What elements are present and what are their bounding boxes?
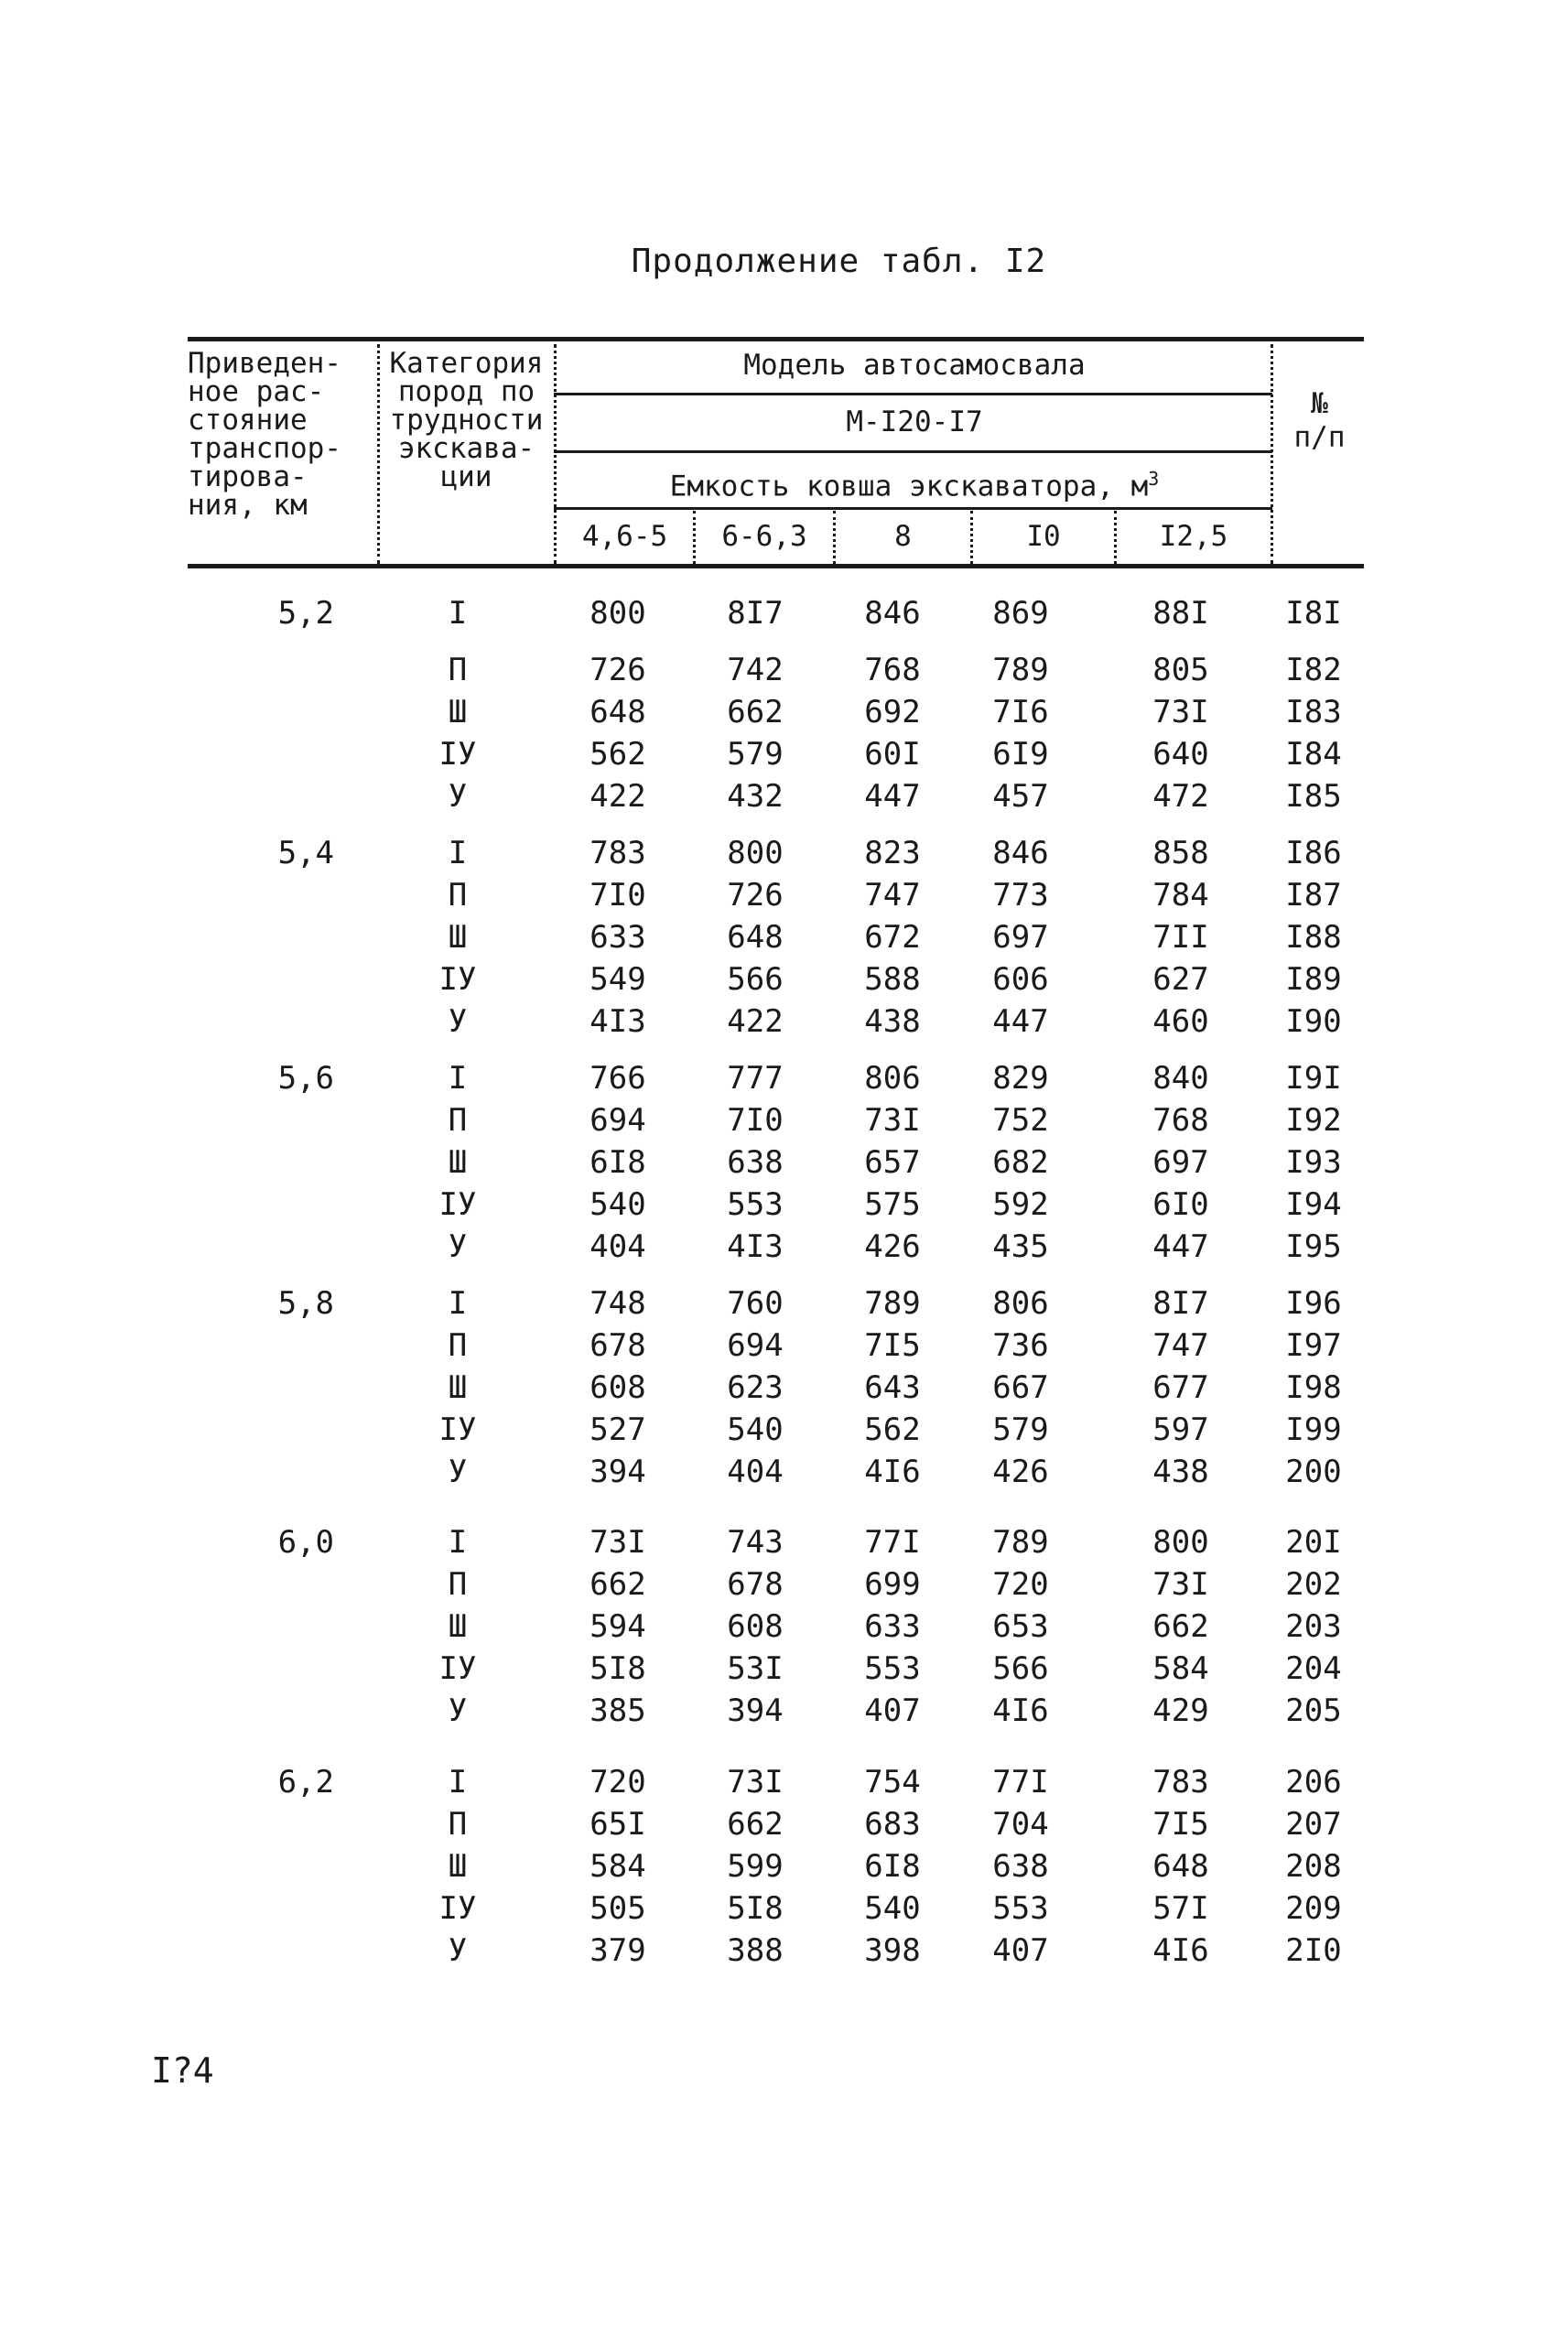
- bucket-unit-superscript: 3: [1148, 468, 1160, 490]
- distance-cell: 5,2: [277, 595, 334, 632]
- row-number-cell: 204: [1285, 1650, 1342, 1687]
- value-cell: 540: [864, 1890, 921, 1927]
- row-number-cell: I97: [1285, 1327, 1342, 1364]
- distance-cell: 5,6: [277, 1060, 334, 1097]
- value-cell: 608: [727, 1608, 784, 1645]
- value-cell: 697: [1152, 1144, 1209, 1181]
- table-row: [188, 1285, 1364, 1327]
- table-row: [188, 1454, 1364, 1496]
- row-number-cell: I95: [1285, 1228, 1342, 1265]
- value-cell: 407: [864, 1692, 921, 1729]
- value-cell: 7I6: [992, 694, 1049, 730]
- value-cell: 594: [589, 1608, 646, 1645]
- col-separator-7: [1271, 344, 1273, 564]
- value-cell: 699: [864, 1566, 921, 1603]
- value-cell: 53I: [727, 1650, 784, 1687]
- value-cell: 540: [589, 1186, 646, 1223]
- distance-cell: 6,0: [277, 1524, 334, 1561]
- row-number-cell: 206: [1285, 1764, 1342, 1801]
- value-cell: 638: [727, 1144, 784, 1181]
- value-cell: 773: [992, 877, 1049, 914]
- value-cell: 682: [992, 1144, 1049, 1181]
- value-cell: 447: [864, 778, 921, 815]
- value-cell: 562: [864, 1411, 921, 1448]
- value-cell: 7I0: [589, 877, 646, 914]
- table-row: [188, 1327, 1364, 1369]
- col-separator-3: [693, 511, 696, 564]
- table-row: [188, 595, 1364, 637]
- value-cell: 385: [589, 1692, 646, 1729]
- table-row: [188, 1608, 1364, 1650]
- category-cell: П: [448, 1806, 468, 1843]
- value-cell: 667: [992, 1369, 1049, 1406]
- value-cell: 540: [727, 1411, 784, 1448]
- row-number-cell: 20I: [1285, 1524, 1342, 1561]
- value-cell: 643: [864, 1369, 921, 1406]
- value-cell: 694: [589, 1102, 646, 1139]
- category-cell: У: [448, 1003, 468, 1040]
- value-cell: 760: [727, 1285, 784, 1322]
- row-number-cell: I89: [1285, 961, 1342, 998]
- model-name-divider: [554, 450, 1272, 453]
- value-cell: 806: [992, 1285, 1049, 1322]
- row-number-cell: I88: [1285, 919, 1342, 956]
- row-number-cell: 203: [1285, 1608, 1342, 1645]
- value-cell: 65I: [589, 1806, 646, 1843]
- value-cell: 6I0: [1152, 1186, 1209, 1223]
- category-cell: У: [448, 1454, 468, 1490]
- value-cell: 422: [727, 1003, 784, 1040]
- value-cell: 638: [992, 1848, 1049, 1885]
- value-cell: 806: [864, 1060, 921, 1097]
- category-cell: Ш: [448, 1848, 468, 1885]
- col-separator-2: [554, 344, 557, 564]
- row-number-cell: I93: [1285, 1144, 1342, 1181]
- header-capacity-2: 6-6,3: [721, 520, 807, 553]
- row-number-cell: I83: [1285, 694, 1342, 730]
- value-cell: 662: [1152, 1608, 1209, 1645]
- table-row: [188, 1411, 1364, 1454]
- value-cell: 404: [589, 1228, 646, 1265]
- table-row: [188, 1764, 1364, 1806]
- value-cell: 657: [864, 1144, 921, 1181]
- value-cell: 447: [992, 1003, 1049, 1040]
- value-cell: 579: [727, 736, 784, 773]
- value-cell: 460: [1152, 1003, 1209, 1040]
- header-bucket-title: Емкость ковша экскаватора, $м^3$: [669, 468, 1160, 503]
- value-cell: 692: [864, 694, 921, 730]
- value-cell: 73I: [727, 1764, 784, 1801]
- value-cell: 754: [864, 1764, 921, 1801]
- value-cell: 7I0: [727, 1102, 784, 1139]
- row-number-cell: 208: [1285, 1848, 1342, 1885]
- value-cell: 4I3: [589, 1003, 646, 1040]
- value-cell: 766: [589, 1060, 646, 1097]
- value-cell: 6I9: [992, 736, 1049, 773]
- table-row: [188, 1144, 1364, 1186]
- value-cell: 748: [589, 1285, 646, 1322]
- category-cell: I: [448, 835, 468, 871]
- value-cell: 579: [992, 1411, 1049, 1448]
- value-cell: 783: [1152, 1764, 1209, 1801]
- table-row: [188, 877, 1364, 919]
- row-number-cell: I98: [1285, 1369, 1342, 1406]
- value-cell: 829: [992, 1060, 1049, 1097]
- bucket-divider: [554, 507, 1272, 510]
- category-cell: I: [448, 595, 468, 632]
- table-header: [188, 337, 1364, 570]
- table-row: [188, 652, 1364, 694]
- row-number-cell: 200: [1285, 1454, 1342, 1490]
- value-cell: 73I: [589, 1524, 646, 1561]
- value-cell: 662: [727, 694, 784, 730]
- value-cell: 726: [589, 652, 646, 688]
- value-cell: 648: [1152, 1848, 1209, 1885]
- header-category: Категория пород по трудности экскава- ции: [389, 347, 544, 493]
- value-cell: 422: [589, 778, 646, 815]
- col-separator-1: [377, 344, 380, 564]
- row-number-cell: 207: [1285, 1806, 1342, 1843]
- category-cell: П: [448, 652, 468, 688]
- value-cell: 438: [864, 1003, 921, 1040]
- category-cell: IУ: [438, 736, 477, 773]
- value-cell: 747: [864, 877, 921, 914]
- distance-cell: 6,2: [277, 1764, 334, 1801]
- table-row: [188, 1102, 1364, 1144]
- value-cell: 505: [589, 1890, 646, 1927]
- value-cell: 623: [727, 1369, 784, 1406]
- table-row: [188, 1650, 1364, 1692]
- value-cell: 553: [727, 1186, 784, 1223]
- value-cell: 736: [992, 1327, 1049, 1364]
- row-number-cell: I82: [1285, 652, 1342, 688]
- value-cell: 77I: [864, 1524, 921, 1561]
- row-number-cell: I92: [1285, 1102, 1342, 1139]
- row-number-cell: 205: [1285, 1692, 1342, 1729]
- value-cell: 7I5: [864, 1327, 921, 1364]
- table-row: [188, 778, 1364, 820]
- col-separator-5: [970, 511, 973, 564]
- value-cell: 789: [864, 1285, 921, 1322]
- value-cell: 697: [992, 919, 1049, 956]
- category-cell: Ш: [448, 1369, 468, 1406]
- value-cell: 553: [992, 1890, 1049, 1927]
- value-cell: 438: [1152, 1454, 1209, 1490]
- value-cell: 472: [1152, 778, 1209, 815]
- category-cell: У: [448, 1932, 468, 1969]
- value-cell: 789: [992, 652, 1049, 688]
- value-cell: 683: [864, 1806, 921, 1843]
- category-cell: У: [448, 1692, 468, 1729]
- value-cell: 743: [727, 1524, 784, 1561]
- value-cell: 407: [992, 1932, 1049, 1969]
- value-cell: 73I: [864, 1102, 921, 1139]
- table-row: [188, 1566, 1364, 1608]
- header-number: № п/п: [1293, 387, 1346, 454]
- value-cell: 633: [864, 1608, 921, 1645]
- table-row: [188, 961, 1364, 1003]
- table-row: [188, 1186, 1364, 1228]
- value-cell: 5I8: [727, 1890, 784, 1927]
- value-cell: 394: [727, 1692, 784, 1729]
- value-cell: 694: [727, 1327, 784, 1364]
- value-cell: 777: [727, 1060, 784, 1097]
- value-cell: 566: [992, 1650, 1049, 1687]
- value-cell: 426: [992, 1454, 1049, 1490]
- value-cell: 678: [727, 1566, 784, 1603]
- category-cell: IУ: [438, 1186, 477, 1223]
- value-cell: 599: [727, 1848, 784, 1885]
- value-cell: 752: [992, 1102, 1049, 1139]
- table-row: [188, 1524, 1364, 1566]
- value-cell: 648: [589, 694, 646, 730]
- value-cell: 720: [992, 1566, 1049, 1603]
- value-cell: 678: [589, 1327, 646, 1364]
- row-number-cell: I99: [1285, 1411, 1342, 1448]
- value-cell: 77I: [992, 1764, 1049, 1801]
- value-cell: 789: [992, 1524, 1049, 1561]
- row-number-cell: I96: [1285, 1285, 1342, 1322]
- value-cell: 4I6: [864, 1454, 921, 1490]
- category-cell: Ш: [448, 1144, 468, 1181]
- distance-cell: 5,8: [277, 1285, 334, 1322]
- category-cell: IУ: [438, 1890, 477, 1927]
- value-cell: 562: [589, 736, 646, 773]
- value-cell: 575: [864, 1186, 921, 1223]
- category-cell: У: [448, 778, 468, 815]
- value-cell: 768: [1152, 1102, 1209, 1139]
- value-cell: 404: [727, 1454, 784, 1490]
- category-cell: Ш: [448, 919, 468, 956]
- model-divider: [554, 393, 1272, 395]
- category-cell: I: [448, 1524, 468, 1561]
- header-model-title: Модель автосамосвала: [743, 349, 1086, 382]
- header-capacity-1: 4,6-5: [581, 520, 668, 553]
- row-number-cell: 209: [1285, 1890, 1342, 1927]
- row-number-cell: 202: [1285, 1566, 1342, 1603]
- header-bottom-rule: [188, 564, 1364, 568]
- value-cell: 608: [589, 1369, 646, 1406]
- value-cell: 720: [589, 1764, 646, 1801]
- value-cell: 704: [992, 1806, 1049, 1843]
- row-number-cell: I9I: [1285, 1060, 1342, 1097]
- value-cell: 88I: [1152, 595, 1209, 632]
- value-cell: 783: [589, 835, 646, 871]
- page-number: I?4: [151, 2050, 214, 2091]
- value-cell: 60I: [864, 736, 921, 773]
- table-row: [188, 1228, 1364, 1271]
- row-number-cell: I86: [1285, 835, 1342, 871]
- table-row: [188, 1369, 1364, 1411]
- value-cell: 549: [589, 961, 646, 998]
- header-capacity-3: 8: [894, 520, 912, 553]
- table-row: [188, 1806, 1364, 1848]
- value-cell: 527: [589, 1411, 646, 1448]
- value-cell: 800: [1152, 1524, 1209, 1561]
- category-cell: Ш: [448, 1608, 468, 1645]
- value-cell: 4I6: [1152, 1932, 1209, 1969]
- value-cell: 653: [992, 1608, 1049, 1645]
- table-caption: Продолжение табл. I2: [631, 243, 1047, 280]
- value-cell: 4I6: [992, 1692, 1049, 1729]
- value-cell: 566: [727, 961, 784, 998]
- value-cell: 858: [1152, 835, 1209, 871]
- value-cell: 447: [1152, 1228, 1209, 1265]
- category-cell: П: [448, 877, 468, 914]
- value-cell: 7I5: [1152, 1806, 1209, 1843]
- row-number-cell: I8I: [1285, 595, 1342, 632]
- value-cell: 662: [727, 1806, 784, 1843]
- table-row: [188, 1932, 1364, 1974]
- value-cell: 597: [1152, 1411, 1209, 1448]
- value-cell: 633: [589, 919, 646, 956]
- value-cell: 73I: [1152, 694, 1209, 730]
- table-row: [188, 1890, 1364, 1932]
- value-cell: 8I7: [1152, 1285, 1209, 1322]
- value-cell: 584: [1152, 1650, 1209, 1687]
- value-cell: 747: [1152, 1327, 1209, 1364]
- category-cell: IУ: [438, 1411, 477, 1448]
- value-cell: 840: [1152, 1060, 1209, 1097]
- value-cell: 846: [992, 835, 1049, 871]
- value-cell: 4I3: [727, 1228, 784, 1265]
- value-cell: 5I8: [589, 1650, 646, 1687]
- value-cell: 805: [1152, 652, 1209, 688]
- value-cell: 388: [727, 1932, 784, 1969]
- table-row: [188, 1692, 1364, 1735]
- category-cell: IУ: [438, 961, 477, 998]
- value-cell: 8I7: [727, 595, 784, 632]
- value-cell: 394: [589, 1454, 646, 1490]
- row-number-cell: I84: [1285, 736, 1342, 773]
- category-cell: I: [448, 1764, 468, 1801]
- category-cell: Ш: [448, 694, 468, 730]
- value-cell: 800: [727, 835, 784, 871]
- value-cell: 432: [727, 778, 784, 815]
- table-row: [188, 736, 1364, 778]
- category-cell: I: [448, 1285, 468, 1322]
- value-cell: 726: [727, 877, 784, 914]
- value-cell: 672: [864, 919, 921, 956]
- value-cell: 457: [992, 778, 1049, 815]
- value-cell: 677: [1152, 1369, 1209, 1406]
- value-cell: 7II: [1152, 919, 1209, 956]
- value-cell: 606: [992, 961, 1049, 998]
- table-row: [188, 1848, 1364, 1890]
- category-cell: П: [448, 1102, 468, 1139]
- value-cell: 588: [864, 961, 921, 998]
- category-cell: У: [448, 1228, 468, 1265]
- value-cell: 57I: [1152, 1890, 1209, 1927]
- value-cell: 553: [864, 1650, 921, 1687]
- value-cell: 800: [589, 595, 646, 632]
- table-row: [188, 919, 1364, 961]
- row-number-cell: I94: [1285, 1186, 1342, 1223]
- category-cell: П: [448, 1566, 468, 1603]
- header-top-rule: [188, 337, 1364, 341]
- category-cell: П: [448, 1327, 468, 1364]
- col-separator-6: [1114, 511, 1117, 564]
- value-cell: 662: [589, 1566, 646, 1603]
- table-row: [188, 1060, 1364, 1102]
- value-cell: 379: [589, 1932, 646, 1969]
- distance-cell: 5,4: [277, 835, 334, 871]
- value-cell: 592: [992, 1186, 1049, 1223]
- value-cell: 768: [864, 652, 921, 688]
- value-cell: 627: [1152, 961, 1209, 998]
- value-cell: 429: [1152, 1692, 1209, 1729]
- value-cell: 6I8: [864, 1848, 921, 1885]
- row-number-cell: I85: [1285, 778, 1342, 815]
- table-row: [188, 835, 1364, 877]
- table-row: [188, 1003, 1364, 1045]
- category-cell: I: [448, 1060, 468, 1097]
- row-number-cell: I90: [1285, 1003, 1342, 1040]
- category-cell: IУ: [438, 1650, 477, 1687]
- header-capacity-5: I2,5: [1159, 520, 1228, 553]
- value-cell: 846: [864, 595, 921, 632]
- value-cell: 426: [864, 1228, 921, 1265]
- value-cell: 73I: [1152, 1566, 1209, 1603]
- value-cell: 869: [992, 595, 1049, 632]
- table-row: [188, 694, 1364, 736]
- value-cell: 584: [589, 1848, 646, 1885]
- col-separator-4: [833, 511, 836, 564]
- header-model-name: М-I20-I7: [846, 406, 983, 438]
- value-cell: 648: [727, 919, 784, 956]
- value-cell: 784: [1152, 877, 1209, 914]
- row-number-cell: 2I0: [1285, 1932, 1342, 1969]
- value-cell: 640: [1152, 736, 1209, 773]
- header-distance: Приведен- ное рас- стояние транспор- тирова- ния, км: [188, 347, 341, 522]
- row-number-cell: I87: [1285, 877, 1342, 914]
- value-cell: 6I8: [589, 1144, 646, 1181]
- header-capacity-4: I0: [1026, 520, 1061, 553]
- value-cell: 398: [864, 1932, 921, 1969]
- value-cell: 435: [992, 1228, 1049, 1265]
- value-cell: 823: [864, 835, 921, 871]
- value-cell: 742: [727, 652, 784, 688]
